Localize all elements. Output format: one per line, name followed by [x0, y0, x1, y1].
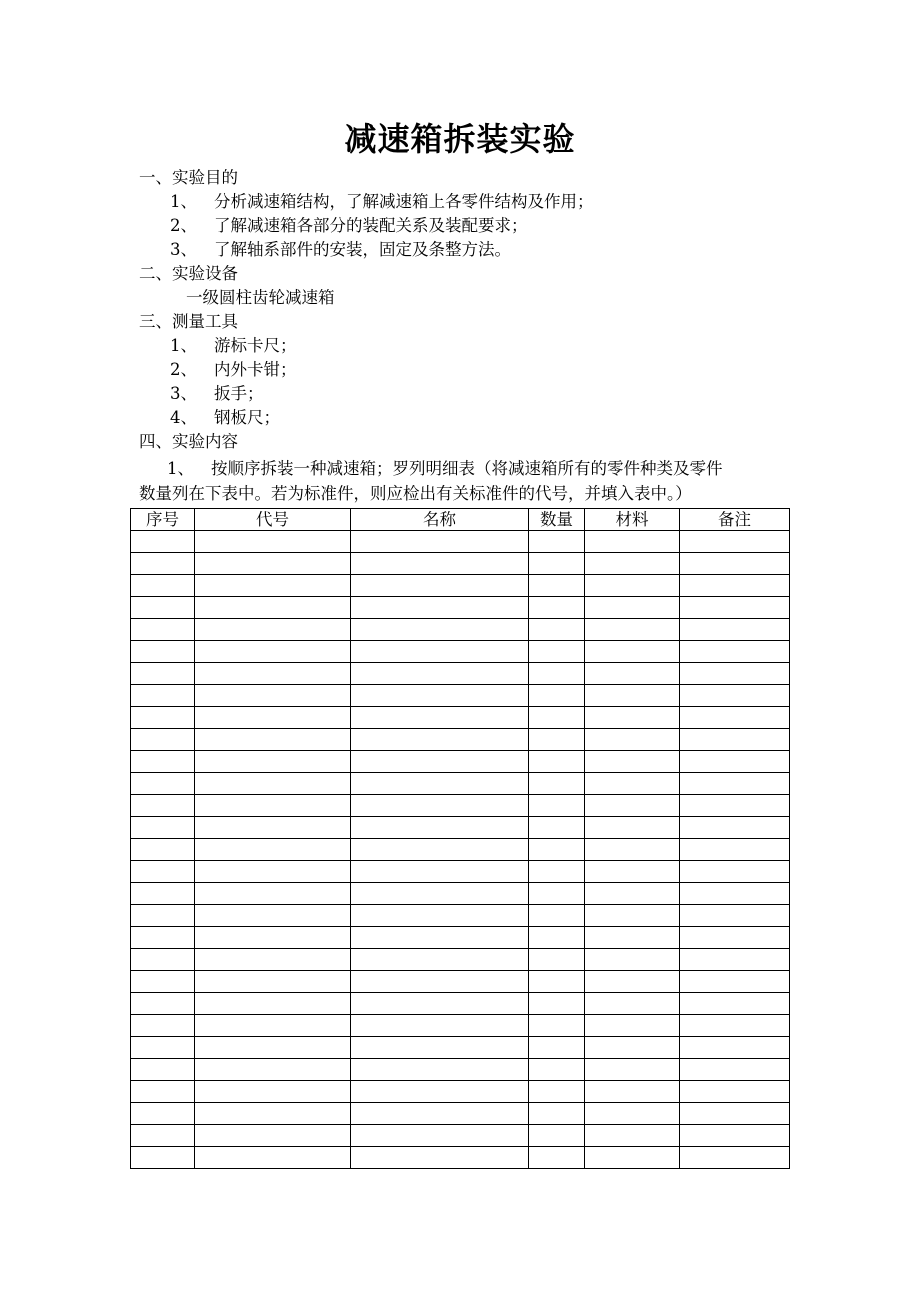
purpose-item: [170, 190, 594, 214]
table-cell[interactable]: [680, 575, 790, 597]
table-cell[interactable]: [351, 795, 529, 817]
table-cell[interactable]: [529, 1081, 585, 1103]
table-cell[interactable]: [131, 1037, 195, 1059]
table-cell[interactable]: [195, 575, 351, 597]
table-cell[interactable]: [195, 817, 351, 839]
table-cell[interactable]: [131, 1103, 195, 1125]
table-cell[interactable]: [195, 1081, 351, 1103]
table-cell[interactable]: [131, 971, 195, 993]
table-cell[interactable]: [195, 949, 351, 971]
table-cell[interactable]: [131, 663, 195, 685]
table-cell[interactable]: [680, 1147, 790, 1169]
table-row: [131, 553, 790, 575]
table-cell[interactable]: [351, 1125, 529, 1147]
table-row: [131, 795, 790, 817]
table-cell[interactable]: [585, 707, 680, 729]
table-cell[interactable]: [131, 905, 195, 927]
table-cell[interactable]: [529, 575, 585, 597]
table-cell[interactable]: [195, 773, 351, 795]
table-row: [131, 1103, 790, 1125]
table-cell[interactable]: [351, 905, 529, 927]
section-heading-purpose: 一、实验目的: [139, 168, 238, 187]
table-cell[interactable]: [585, 993, 680, 1015]
item-text: 了解轴系部件的安装，固定及条整方法。: [214, 240, 511, 259]
table-cell[interactable]: [351, 751, 529, 773]
table-cell[interactable]: [351, 1059, 529, 1081]
table-cell[interactable]: [131, 707, 195, 729]
table-row: [131, 1015, 790, 1037]
table-cell[interactable]: [529, 993, 585, 1015]
table-cell[interactable]: [131, 883, 195, 905]
header-index: 序号: [131, 509, 195, 531]
item-number: 3、: [170, 240, 197, 259]
table-header-row: [131, 509, 790, 531]
table-cell[interactable]: [680, 927, 790, 949]
table-cell[interactable]: [351, 575, 529, 597]
table-row: [131, 707, 790, 729]
table-cell[interactable]: [195, 795, 351, 817]
content-item-line1: [167, 457, 723, 481]
table-cell[interactable]: [131, 949, 195, 971]
table-cell[interactable]: [529, 883, 585, 905]
table-cell[interactable]: [529, 861, 585, 883]
table-cell[interactable]: [680, 751, 790, 773]
table-cell[interactable]: [529, 663, 585, 685]
table-cell[interactable]: [351, 641, 529, 663]
table-cell[interactable]: [351, 531, 529, 553]
item-number: 3、: [170, 384, 197, 403]
table-cell[interactable]: [131, 1059, 195, 1081]
table-cell[interactable]: [351, 707, 529, 729]
table-row: [131, 597, 790, 619]
table-cell[interactable]: [585, 1147, 680, 1169]
table-cell[interactable]: [195, 553, 351, 575]
table-cell[interactable]: [680, 839, 790, 861]
table-cell[interactable]: [585, 927, 680, 949]
table-row: [131, 839, 790, 861]
table-cell[interactable]: [529, 795, 585, 817]
table-row: [131, 641, 790, 663]
table-cell[interactable]: [195, 531, 351, 553]
table-cell[interactable]: [131, 795, 195, 817]
table-row: [131, 883, 790, 905]
table-cell[interactable]: [529, 619, 585, 641]
item-text: 按顺序拆装一种减速箱；罗列明细表（将减速箱所有的零件种类及零件: [211, 459, 723, 478]
table-cell[interactable]: [351, 1103, 529, 1125]
header-remarks: 备注: [680, 509, 790, 531]
section-heading-tools: 三、测量工具: [139, 312, 238, 331]
table-cell[interactable]: [529, 1147, 585, 1169]
table-cell[interactable]: [680, 619, 790, 641]
table-cell[interactable]: [585, 817, 680, 839]
table-cell[interactable]: [195, 1037, 351, 1059]
table-cell[interactable]: [131, 575, 195, 597]
table-row: [131, 1147, 790, 1169]
table-cell[interactable]: [351, 971, 529, 993]
table-cell[interactable]: [351, 773, 529, 795]
table-cell[interactable]: [529, 839, 585, 861]
table-row: [131, 1059, 790, 1081]
table-cell[interactable]: [131, 1147, 195, 1169]
table-cell[interactable]: [529, 1037, 585, 1059]
table-cell[interactable]: [529, 531, 585, 553]
table-cell[interactable]: [680, 729, 790, 751]
table-row: [131, 817, 790, 839]
table-row: [131, 685, 790, 707]
table-cell[interactable]: [131, 597, 195, 619]
table-cell[interactable]: [585, 1015, 680, 1037]
table-row: [131, 663, 790, 685]
table-row: [131, 729, 790, 751]
table-cell[interactable]: [680, 971, 790, 993]
table-cell[interactable]: [195, 839, 351, 861]
table-cell[interactable]: [195, 883, 351, 905]
tool-item: [170, 406, 280, 430]
table-row: [131, 751, 790, 773]
header-code: 代号: [195, 509, 351, 531]
table-cell[interactable]: [131, 1125, 195, 1147]
table-cell[interactable]: [529, 1059, 585, 1081]
table-cell[interactable]: [351, 949, 529, 971]
table-cell[interactable]: [131, 927, 195, 949]
table-row: [131, 773, 790, 795]
tool-item: [170, 358, 297, 382]
table-cell[interactable]: [680, 861, 790, 883]
table-cell[interactable]: [131, 1015, 195, 1037]
table-cell[interactable]: [351, 1147, 529, 1169]
table-cell[interactable]: [195, 751, 351, 773]
table-cell[interactable]: [585, 641, 680, 663]
table-row: [131, 927, 790, 949]
table-cell[interactable]: [351, 883, 529, 905]
table-cell[interactable]: [131, 1081, 195, 1103]
table-cell[interactable]: [585, 553, 680, 575]
table-cell[interactable]: [529, 553, 585, 575]
table-cell[interactable]: [585, 1059, 680, 1081]
table-cell[interactable]: [585, 619, 680, 641]
table-cell[interactable]: [529, 817, 585, 839]
table-cell[interactable]: [585, 575, 680, 597]
table-cell[interactable]: [585, 905, 680, 927]
table-row: [131, 971, 790, 993]
table-cell[interactable]: [585, 531, 680, 553]
tool-item: [170, 334, 297, 358]
table-row: [131, 619, 790, 641]
table-cell[interactable]: [529, 685, 585, 707]
table-cell[interactable]: [680, 685, 790, 707]
table-cell[interactable]: [351, 1081, 529, 1103]
item-number: 4、: [170, 408, 197, 427]
table-cell[interactable]: [351, 817, 529, 839]
table-cell[interactable]: [195, 971, 351, 993]
table-cell[interactable]: [351, 553, 529, 575]
table-cell[interactable]: [680, 553, 790, 575]
table-cell[interactable]: [585, 729, 680, 751]
table-cell[interactable]: [351, 685, 529, 707]
document-title: 减速箱拆装实验: [344, 120, 576, 158]
item-text: 游标卡尺；: [214, 336, 297, 355]
table-cell[interactable]: [529, 641, 585, 663]
table-cell[interactable]: [529, 707, 585, 729]
table-cell[interactable]: [195, 663, 351, 685]
table-cell[interactable]: [680, 949, 790, 971]
header-material: 材料: [585, 509, 680, 531]
table-cell[interactable]: [585, 1037, 680, 1059]
table-cell[interactable]: [680, 1037, 790, 1059]
tool-item: [170, 382, 264, 406]
item-number: 2、: [170, 360, 197, 379]
table-cell[interactable]: [529, 773, 585, 795]
table-cell[interactable]: [585, 949, 680, 971]
table-cell[interactable]: [680, 773, 790, 795]
item-number: 2、: [170, 216, 197, 235]
header-quantity: 数量: [529, 509, 585, 531]
item-text: 分析减速箱结构，了解减速箱上各零件结构及作用；: [214, 192, 594, 211]
table-cell[interactable]: [585, 751, 680, 773]
header-name: 名称: [351, 509, 529, 531]
table-cell[interactable]: [585, 971, 680, 993]
table-cell[interactable]: [680, 993, 790, 1015]
item-number: 1、: [170, 192, 197, 211]
table-cell[interactable]: [680, 1125, 790, 1147]
table-cell[interactable]: [131, 839, 195, 861]
table-cell[interactable]: [680, 1059, 790, 1081]
table-row: [131, 531, 790, 553]
parts-list-table: [130, 508, 790, 1169]
table-cell[interactable]: [131, 817, 195, 839]
table-cell[interactable]: [680, 883, 790, 905]
table-cell[interactable]: [351, 993, 529, 1015]
table-cell[interactable]: [195, 861, 351, 883]
table-cell[interactable]: [351, 927, 529, 949]
table-cell[interactable]: [131, 861, 195, 883]
table-cell[interactable]: [680, 905, 790, 927]
table-cell[interactable]: [131, 751, 195, 773]
purpose-item: [170, 238, 511, 262]
table-cell[interactable]: [195, 685, 351, 707]
table-cell[interactable]: [680, 641, 790, 663]
table-cell[interactable]: [529, 949, 585, 971]
table-cell[interactable]: [680, 1015, 790, 1037]
table-row: [131, 1037, 790, 1059]
table-cell[interactable]: [585, 663, 680, 685]
table-cell[interactable]: [131, 993, 195, 1015]
table-cell[interactable]: [529, 751, 585, 773]
table-cell[interactable]: [195, 993, 351, 1015]
table-cell[interactable]: [680, 817, 790, 839]
table-cell[interactable]: [529, 597, 585, 619]
table-cell[interactable]: [195, 905, 351, 927]
table-cell[interactable]: [585, 1103, 680, 1125]
table-cell[interactable]: [131, 553, 195, 575]
table-row: [131, 1081, 790, 1103]
table-row: [131, 861, 790, 883]
table-cell[interactable]: [195, 1147, 351, 1169]
table-cell[interactable]: [351, 861, 529, 883]
table-cell[interactable]: [131, 531, 195, 553]
table-cell[interactable]: [529, 1125, 585, 1147]
table-cell[interactable]: [351, 663, 529, 685]
section-heading-content: 四、实验内容: [139, 432, 238, 451]
table-cell[interactable]: [351, 839, 529, 861]
item-text: 内外卡钳；: [214, 360, 297, 379]
item-number: 1、: [170, 336, 197, 355]
table-cell[interactable]: [585, 1125, 680, 1147]
table-cell[interactable]: [680, 1103, 790, 1125]
table-cell[interactable]: [680, 597, 790, 619]
content-item-line2: 数量列在下表中。若为标准件，则应检出有关标准件的代号，并填入表中。）: [139, 484, 692, 503]
section-heading-equipment: 二、实验设备: [139, 264, 238, 283]
table-cell[interactable]: [351, 597, 529, 619]
table-cell[interactable]: [529, 729, 585, 751]
table-cell[interactable]: [351, 1015, 529, 1037]
table-cell[interactable]: [195, 707, 351, 729]
table-cell[interactable]: [195, 1015, 351, 1037]
item-text: 了解减速箱各部分的装配关系及装配要求；: [214, 216, 528, 235]
table-row: [131, 575, 790, 597]
table-cell[interactable]: [195, 1103, 351, 1125]
table-cell[interactable]: [680, 663, 790, 685]
table-cell[interactable]: [585, 685, 680, 707]
table-cell[interactable]: [529, 905, 585, 927]
item-text: 扳手；: [214, 384, 264, 403]
table-cell[interactable]: [585, 1081, 680, 1103]
table-cell[interactable]: [680, 531, 790, 553]
purpose-item: [170, 214, 528, 238]
table-cell[interactable]: [351, 1037, 529, 1059]
table-cell[interactable]: [529, 927, 585, 949]
table-row: [131, 949, 790, 971]
table-cell[interactable]: [529, 1015, 585, 1037]
table-cell[interactable]: [585, 861, 680, 883]
table-cell[interactable]: [131, 773, 195, 795]
table-cell[interactable]: [585, 795, 680, 817]
table-cell[interactable]: [529, 971, 585, 993]
table-cell[interactable]: [131, 729, 195, 751]
table-cell[interactable]: [351, 729, 529, 751]
table-cell[interactable]: [585, 883, 680, 905]
table-cell[interactable]: [585, 773, 680, 795]
table-cell[interactable]: [131, 641, 195, 663]
item-number: 1、: [167, 459, 194, 478]
table-row: [131, 1125, 790, 1147]
table-cell[interactable]: [585, 597, 680, 619]
table-cell[interactable]: [195, 1125, 351, 1147]
table-cell[interactable]: [529, 1103, 585, 1125]
table-cell[interactable]: [195, 619, 351, 641]
table-cell[interactable]: [195, 927, 351, 949]
equipment-text: 一级圆柱齿轮减速箱: [186, 288, 335, 307]
table-cell[interactable]: [195, 597, 351, 619]
table-cell[interactable]: [195, 641, 351, 663]
table-cell[interactable]: [680, 795, 790, 817]
table-cell[interactable]: [195, 1059, 351, 1081]
table-cell[interactable]: [131, 685, 195, 707]
table-cell[interactable]: [351, 619, 529, 641]
table-cell[interactable]: [680, 707, 790, 729]
table-cell[interactable]: [680, 1081, 790, 1103]
table-body: [131, 531, 790, 1169]
table-cell[interactable]: [585, 839, 680, 861]
table-row: [131, 993, 790, 1015]
item-text: 钢板尺；: [214, 408, 280, 427]
table-cell[interactable]: [195, 729, 351, 751]
table-row: [131, 905, 790, 927]
table-cell[interactable]: [131, 619, 195, 641]
